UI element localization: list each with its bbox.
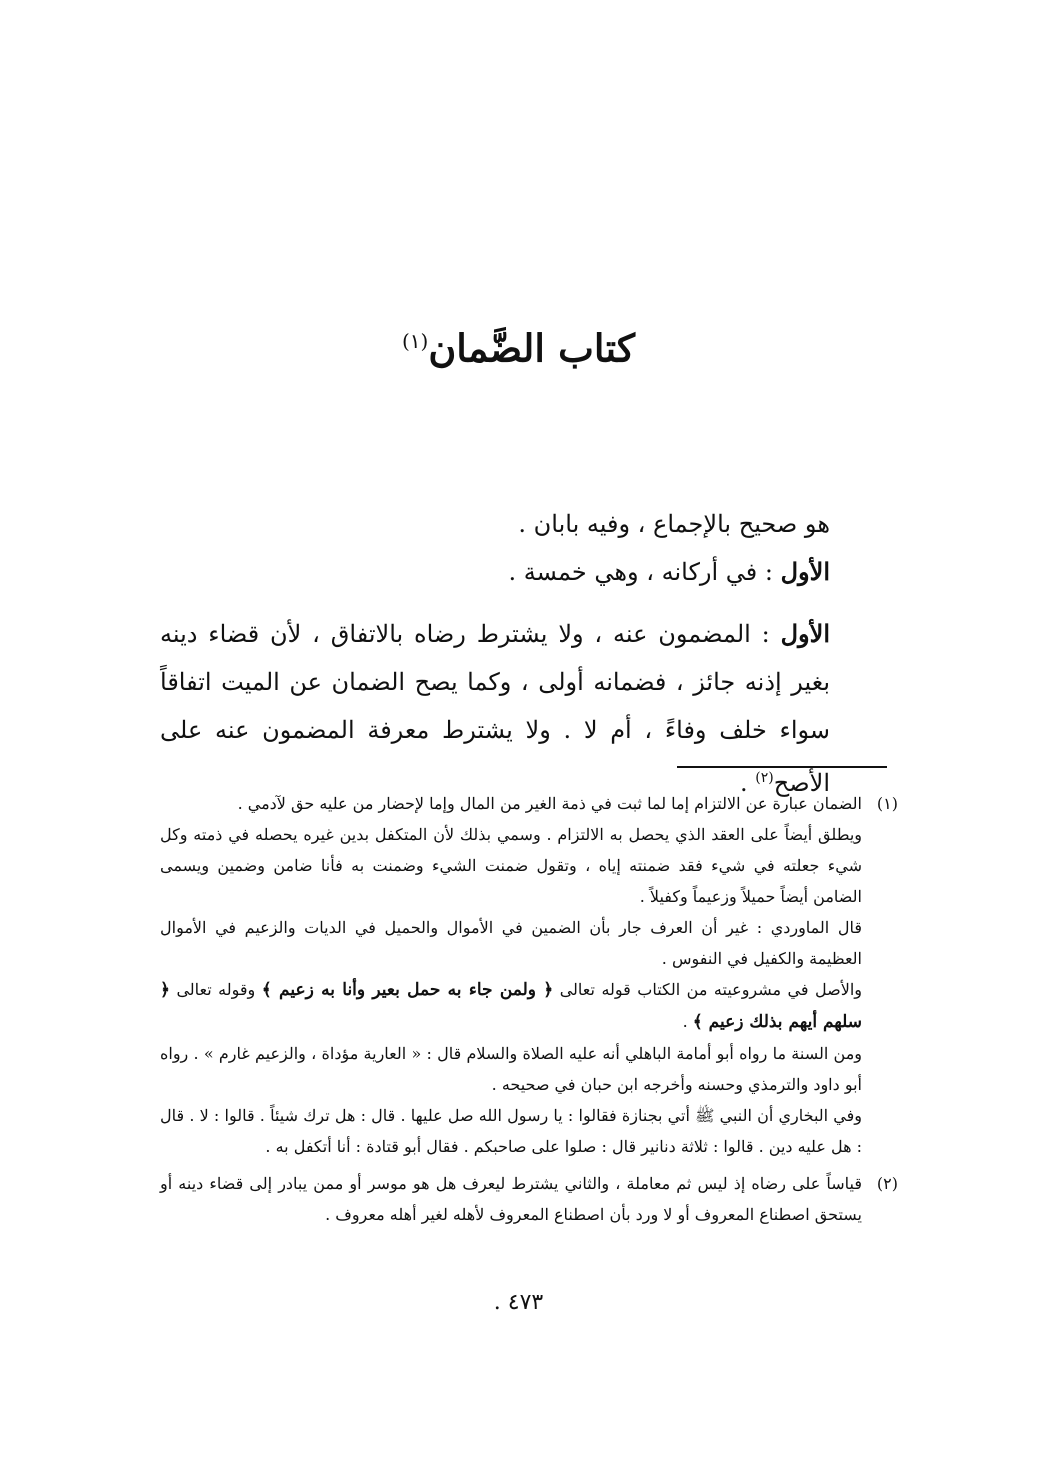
intro-paragraph: هو صحيح بالإجماع ، وفيه بابان . bbox=[518, 510, 830, 538]
footnotes bbox=[160, 788, 898, 1230]
quran-verse: ﴿ سلهم أيهم بذلك زعيم ﴾ bbox=[160, 980, 862, 1032]
chapter-title bbox=[0, 311, 1037, 379]
footnote-1-number: (١) bbox=[876, 794, 898, 813]
footnote-text: والأصل في مشروعيته من الكتاب قوله تعالى bbox=[553, 980, 863, 999]
footnote-text: وقوله تعالى bbox=[169, 980, 262, 999]
section-lead: الأول bbox=[780, 557, 830, 586]
footnote-divider bbox=[677, 766, 887, 768]
footnote-2-number: (٢) bbox=[876, 1174, 898, 1193]
footnote-1-line: وفي البخاري أن النبي ﷺ أتي بجنازة فقالوا : يا رسول الله صل عليها . قال : هل ترك شيئاً . قالوا : لا . قال : هل عليه دين . قالوا : ثلاثة دنانير قال : صلوا على صاحبكم . فقال أبو قتادة : أنا أتكفل به . bbox=[160, 1106, 863, 1156]
pillar-text: : المضمون عنه ، ولا يشترط رضاه بالاتفاق ، لأن قضاء دينه بغير إذنه جائز ، فضمانه أولى ، وكما يصح الضمان عن الميت اتفاقاً سواء خلف وفاءً ، أم لا . ولا يشترط معرفة المضمون عنه على الأصح bbox=[160, 620, 830, 797]
footnote-marker-1: (١) bbox=[401, 329, 429, 354]
chapter-section-paragraph bbox=[160, 548, 890, 596]
footnote-marker-2: (٢) bbox=[755, 770, 774, 786]
footnote-1-quran-line bbox=[160, 974, 862, 1038]
footnote-1-line: ويطلق أيضاً على العقد الذي يحصل به الالتزام . وسمي بذلك لأن المتكفل بدين غيره يحصله في ذمته وكل شيء جعلته في شيء فقد ضمنته إياه ، وتقول ضمنت الشيء وضمنت به فأنا ضامن وضمين ويسمى الضامن أيضاً حميلاً وزعيماً وكفيلاً . bbox=[160, 825, 863, 906]
page-number: ٤٧٣ . bbox=[493, 1290, 544, 1315]
footnote-1-line: الضمان عبارة عن الالتزام إما لما ثبت في ذمة الغير من المال وإما لإحضار من عليه حق لآدمي . bbox=[237, 794, 862, 813]
footnote-2 bbox=[160, 1168, 898, 1230]
pillar-text-end: . bbox=[740, 769, 756, 797]
footnote-2-body bbox=[160, 1168, 862, 1230]
section-text: : في أركانه ، وهي خمسة . bbox=[508, 558, 781, 586]
footnote-1-body bbox=[160, 788, 862, 1162]
pillar-paragraph bbox=[160, 610, 890, 807]
quran-verse: ﴿ ولمن جاء به حمل بعير وأنا به زعيم ﴾ bbox=[261, 980, 554, 1000]
footnote-1-line: قال الماوردي : غير أن العرف جار بأن الضمين في الأموال والحميل في الديات والزعيم في الأموال العظيمة والكفيل في النفوس . bbox=[160, 918, 862, 968]
main-text bbox=[160, 500, 890, 807]
footnote-text: . bbox=[682, 1012, 693, 1031]
pillar-lead: الأول bbox=[780, 619, 830, 648]
footnote-1-line: ومن السنة ما رواه أبو أمامة الباهلي أنه عليه الصلاة والسلام قال : « العارية مؤداة ، والزعيم غارم » . رواه أبو داود والترمذي وحسنه وأخرجه ابن حبان في صحيحه . bbox=[160, 1044, 863, 1094]
footnote-1 bbox=[160, 788, 898, 1162]
chapter-title-text: كتاب الضَّمان bbox=[428, 326, 636, 372]
footnote-2-line: قياساً على رضاه إذ ليس ثم معاملة ، والثاني يشترط ليعرف هل هو موسر أو ممن يبادر إلى قضاء دينه أو يستحق اصطناع المعروف أو لا ورد بأن اصطناع المعروف لأهله لغير أهله معروف . bbox=[160, 1174, 862, 1224]
